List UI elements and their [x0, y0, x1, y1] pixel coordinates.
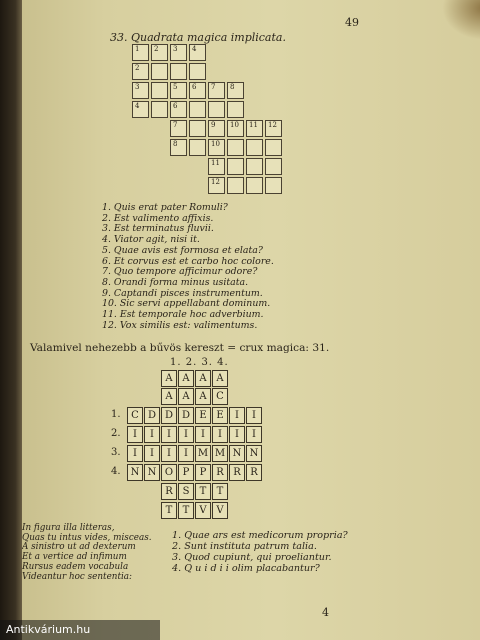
grid-cell	[265, 158, 282, 175]
grid-cell: 3	[132, 82, 149, 99]
cross-cell: I	[161, 445, 177, 462]
cross-clue-item: 1. Quae ars est medicorum propria?	[172, 530, 348, 541]
cross-cell: S	[178, 483, 194, 500]
grid-cell: 1	[132, 44, 149, 61]
cross-cell: A	[178, 370, 194, 387]
cross-cell: I	[127, 445, 143, 462]
cross-clue-list	[172, 530, 348, 574]
grid-cell	[151, 101, 168, 118]
grid-cell	[208, 101, 225, 118]
cross-cell: R	[246, 464, 262, 481]
page-stain	[442, 0, 480, 40]
clue-item: 11. Est temporale hoc adverbium.	[102, 309, 264, 321]
cross-row-label: 1.	[111, 409, 121, 420]
cross-cell: I	[246, 426, 262, 443]
clue-item: 3. Est terminatus fluvii.	[102, 223, 214, 235]
cross-cell: E	[195, 407, 211, 424]
cross-cell: D	[161, 407, 177, 424]
cross-clue-item: 2. Sunt instituta patrum talia.	[172, 541, 317, 552]
cross-cell: E	[212, 407, 228, 424]
cross-cell: A	[212, 370, 228, 387]
watermark: Antikvárium.hu	[0, 620, 160, 640]
clue-item: 12. Vox similis est: valimentums.	[102, 319, 258, 331]
clue-list	[102, 203, 274, 331]
verse-line: Rursus eadem vocabula	[22, 561, 129, 572]
cross-cell: N	[229, 445, 245, 462]
grid-cell: 7	[170, 120, 187, 137]
grid-cell: 8	[227, 82, 244, 99]
grid-cell	[151, 82, 168, 99]
cross-cell: I	[127, 426, 143, 443]
cross-cell: I	[229, 426, 245, 443]
clue-item: 10. Sic servi appellabant dominum.	[102, 298, 271, 310]
verse-line: In figura illa litteras,	[22, 523, 115, 533]
verse-line: Et a vertice ad infimum	[22, 552, 127, 563]
cross-cell: I	[144, 445, 160, 462]
cross-cell: M	[212, 445, 228, 462]
grid-cell	[189, 120, 206, 137]
cross-cell: N	[246, 445, 262, 462]
cross-cell: A	[195, 388, 211, 405]
footer-number: 4	[322, 606, 329, 619]
grid-cell: 6	[170, 101, 187, 118]
cross-cell: N	[127, 464, 143, 481]
grid-cell: 12	[265, 120, 282, 137]
grid-cell: 3	[170, 44, 187, 61]
clue-item: 9. Captandi pisces instrumentum.	[102, 287, 263, 299]
clue-item: 4. Viator agit, nisi it.	[102, 234, 200, 246]
grid-cell	[189, 139, 206, 156]
cross-row-label: 2.	[111, 428, 121, 439]
grid-cell	[265, 177, 282, 194]
cross-cell: V	[195, 502, 211, 519]
grid-cell: 10	[227, 120, 244, 137]
grid-cell: 8	[170, 139, 187, 156]
grid-cell: 11	[208, 158, 225, 175]
cross-clue-item: 4. Q u i d i i olim placabantur?	[172, 563, 320, 574]
cross-cell: T	[178, 502, 194, 519]
grid-cell	[227, 177, 244, 194]
cross-cell: P	[178, 464, 194, 481]
cross-cell: T	[161, 502, 177, 519]
cross-cell: D	[178, 407, 194, 424]
cross-cell: D	[144, 407, 160, 424]
section-title: 33. Quadrata magica implicata.	[110, 31, 286, 44]
grid-cell: 6	[189, 82, 206, 99]
grid-cell: 7	[208, 82, 225, 99]
grid-cell	[227, 101, 244, 118]
cross-cell: A	[178, 388, 194, 405]
grid-cell	[227, 139, 244, 156]
clue-item: 7. Quo tempore afficimur odore?	[102, 266, 258, 278]
cross-cell: A	[161, 388, 177, 405]
grid-cell: 11	[246, 120, 263, 137]
cross-cell: I	[195, 426, 211, 443]
cross-cell: M	[195, 445, 211, 462]
grid-cell: 5	[170, 82, 187, 99]
cross-cell: A	[161, 370, 177, 387]
cross-cell: I	[161, 426, 177, 443]
grid-cell: 2	[151, 44, 168, 61]
cross-cell: T	[195, 483, 211, 500]
book-binding	[0, 0, 22, 640]
grid-cell	[246, 177, 263, 194]
cross-column-labels: 1. 2. 3. 4.	[170, 357, 229, 368]
cross-cell: I	[178, 445, 194, 462]
cross-row-label: 4.	[111, 466, 121, 477]
cross-cell: R	[161, 483, 177, 500]
cross-cell: C	[212, 388, 228, 405]
cross-cell: C	[127, 407, 143, 424]
cross-cell: I	[178, 426, 194, 443]
clue-item: 8. Orandi forma minus usitata.	[102, 276, 249, 288]
verse-line: Quas tu intus vides, misceas.	[22, 532, 152, 543]
cross-cell: I	[144, 426, 160, 443]
cross-cell: N	[144, 464, 160, 481]
cross-clue-item: 3. Quod cupiunt, qui proeliantur.	[172, 552, 332, 563]
intro-line: Valamivel nehezebb a bűvös kereszt = crux magica: 31.	[30, 342, 330, 354]
grid-cell	[246, 158, 263, 175]
cross-cell: I	[212, 426, 228, 443]
clue-item: 6. Et corvus est et carbo hoc colore.	[102, 255, 274, 267]
grid-cell: 2	[132, 63, 149, 80]
grid-cell: 4	[132, 101, 149, 118]
cross-cell: R	[212, 464, 228, 481]
verse-line: Videantur hoc sententia:	[22, 571, 132, 582]
grid-cell	[189, 101, 206, 118]
verse-line: A sinistro ut ad dexterum	[22, 542, 136, 553]
cross-cell: R	[229, 464, 245, 481]
cross-cell: V	[212, 502, 228, 519]
page-number: 49	[345, 16, 359, 29]
grid-cell: 9	[208, 120, 225, 137]
grid-cell: 10	[208, 139, 225, 156]
cross-cell: P	[195, 464, 211, 481]
cross-cell: T	[212, 483, 228, 500]
grid-cell: 4	[189, 44, 206, 61]
book-page	[22, 0, 480, 640]
grid-cell	[151, 63, 168, 80]
grid-cell	[246, 139, 263, 156]
cross-row-label: 3.	[111, 447, 121, 458]
grid-cell	[170, 63, 187, 80]
instruction-verse	[22, 524, 152, 582]
grid-cell	[189, 63, 206, 80]
cross-cell: I	[246, 407, 262, 424]
clue-item: 2. Est valimento affixis.	[102, 212, 214, 224]
grid-cell	[227, 158, 244, 175]
cross-cell: O	[161, 464, 177, 481]
grid-cell: 12	[208, 177, 225, 194]
clue-item: 1. Quis erat pater Romuli?	[102, 202, 228, 213]
cross-cell: I	[229, 407, 245, 424]
cross-cell: A	[195, 370, 211, 387]
clue-item: 5. Quae avis est formosa et elata?	[102, 244, 263, 256]
grid-cell	[265, 139, 282, 156]
